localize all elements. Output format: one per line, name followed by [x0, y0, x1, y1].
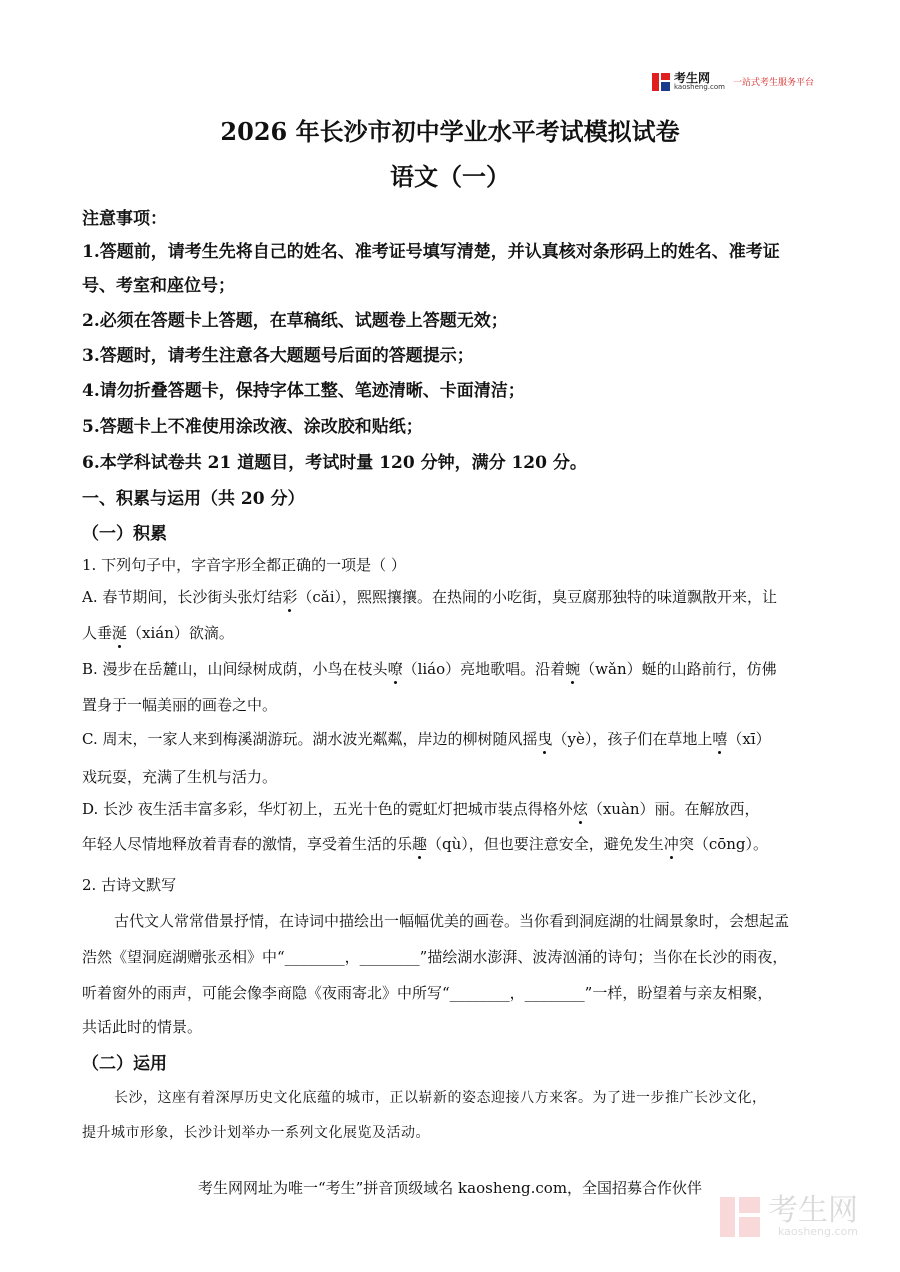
brand-logo — [652, 72, 814, 91]
notice-line-4: 4.请勿折叠答题卡，保持字体工整、笔迹清晰、卡面清洁； — [82, 381, 525, 401]
notice-heading: 注意事项： — [82, 209, 167, 229]
notice-line-1: 1.答题前，请考生先将自己的姓名、准考证号填写清楚，并认真核对条形码上的姓名、准考证 — [82, 242, 780, 262]
q1-stem: 1. 下列句子中，字音字形全都正确的一项是（ ） — [82, 556, 406, 574]
q1-option-d-line1: D. 长沙 夜生活丰富多彩，华灯初上，五光十色的霓虹灯把城市装点得格外炫（xuàn）丽。在解放西， — [82, 800, 760, 818]
notice-line-2: 2.必须在答题卡上答题，在草稿纸、试题卷上答题无效； — [82, 311, 508, 331]
brand-domain: kaosheng.com — [674, 83, 725, 91]
notice-line-1-cont: 号、考室和座位号； — [82, 276, 235, 296]
brand-logo-icon — [652, 73, 670, 91]
q1-option-c-line2: 戏玩耍，充满了生机与活力。 — [82, 768, 278, 786]
q2-line-3: 听着窗外的雨声，可能会像李商隐《夜雨寄北》中所写“________，________”一样，盼望着与亲友相聚， — [82, 984, 773, 1002]
q1-option-a-line1: A. 春节期间，长沙街头张灯结彩（cǎi），熙熙攘攘。在热闹的小吃街，臭豆腐那独特的味道飘散开来，让 — [82, 588, 778, 606]
exam-subtitle: 语文（一） — [390, 162, 510, 191]
exam-title: 2026 年长沙市初中学业水平考试模拟试卷 — [220, 117, 680, 146]
emphasis-char: 嘹 — [387, 660, 403, 678]
usage-line-1: 长沙，这座有着深厚历史文化底蕴的城市，正以崭新的姿态迎接八方来客。为了进一步推广长沙文化， — [114, 1090, 767, 1106]
watermark-domain: kaosheng.com — [777, 1225, 858, 1238]
emphasis-char: 曳 — [537, 730, 553, 748]
emphasis-char: 冲 — [663, 835, 679, 853]
notice-line-6: 6.本学科试卷共 21 道题目，考试时量 120 分钟，满分 120 分。 — [82, 453, 587, 473]
brand-slogan: 一站式考生服务平台 — [732, 78, 814, 88]
emphasis-char: 蜿 — [565, 660, 581, 678]
emphasis-char: 涎 — [112, 624, 128, 642]
q1-option-b-line2: 置身于一幅美丽的画卷之中。 — [82, 696, 278, 714]
footer-text: 考生网网址为唯一“考生”拼音顶级域名 kaosheng.com，全国招募合作伙伴 — [197, 1179, 703, 1197]
emphasis-char: 彩 — [282, 588, 298, 606]
q1-option-d-line2: 年轻人尽情地释放着青春的激情，享受着生活的乐趣（qù），但也要注意安全，避免发生冲突（cōng）。 — [82, 835, 769, 853]
q2-stem: 2. 古诗文默写 — [82, 876, 177, 894]
emphasis-char: 嘻 — [712, 730, 728, 748]
q1-option-c-line1: C. 周末，一家人来到梅溪湖游玩。湖水波光粼粼，岸边的柳树随风摇曳（yè），孩子们在草地上嘻（xī） — [82, 730, 771, 748]
part1-sub2-heading: （二）运用 — [82, 1054, 167, 1074]
notice-line-3: 3.答题时，请考生注意各大题题号后面的答题提示； — [82, 346, 474, 366]
watermark-logo-icon — [720, 1197, 760, 1237]
q2-line-2: 浩然《望洞庭湖赠张丞相》中“________，________”描绘湖水澎湃、波涛汹涌的诗句；当你在长沙的雨夜， — [82, 948, 788, 966]
q2-line-4: 共话此时的情景。 — [82, 1018, 203, 1036]
part1-sub1-heading: （一）积累 — [82, 524, 167, 544]
brand-name: 考生网 — [674, 71, 711, 85]
q2-line-1: 古代文人常常借景抒情，在诗词中描绘出一幅幅优美的画卷。当你看到洞庭湖的壮阔景象时，会想起孟 — [114, 912, 790, 930]
notice-line-5: 5.答题卡上不准使用涂改液、涂改胶和贴纸； — [82, 417, 423, 437]
emphasis-char: 趣 — [412, 835, 428, 853]
q1-option-a-line2: 人垂涎（xián）欲滴。 — [82, 624, 234, 642]
q1-option-b-line1: B. 漫步在岳麓山，山间绿树成荫，小鸟在枝头嘹（liáo）亮地歌唱。沿着蜿（wǎn）蜒的山路前行，仿佛 — [82, 660, 777, 678]
emphasis-char: 炫 — [572, 800, 588, 818]
watermark-name: 考生网 — [768, 1193, 858, 1228]
part1-heading: 一、积累与运用（共 20 分） — [82, 489, 305, 509]
watermark — [720, 1193, 858, 1238]
usage-line-2: 提升城市形象，长沙计划举办一系列文化展览及活动。 — [82, 1125, 430, 1141]
